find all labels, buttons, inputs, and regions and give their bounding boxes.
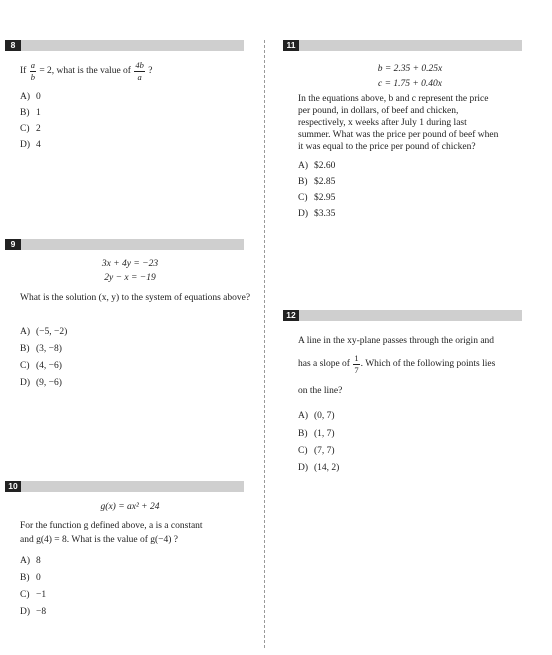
choice-text: 0 [36, 92, 41, 102]
question-11-stem-line-4: summer. What was the price per pound of beef when [298, 130, 499, 140]
choice-d[interactable] [20, 378, 62, 390]
choice-text: (0, 7) [314, 411, 335, 421]
choice-c[interactable] [20, 590, 46, 602]
fraction-numerator: a [30, 60, 35, 70]
equation: g(x) = ax² + 24 [100, 502, 160, 512]
choice-letter: D) [298, 463, 309, 473]
choice-text: 0 [36, 573, 41, 583]
question-11-stem-line-5: it was equal to the price per pound of chicken? [298, 142, 476, 152]
choice-a[interactable] [20, 556, 41, 568]
fraction-numerator: 1 [354, 353, 359, 363]
choice-text: (−5, −2) [36, 327, 68, 337]
question-number: 10 [5, 481, 21, 492]
choice-letter: C) [20, 124, 30, 134]
choice-text: (4, −6) [36, 361, 62, 371]
choice-text: (14, 2) [314, 463, 340, 473]
choice-a[interactable] [20, 327, 67, 339]
fraction-a-over-b [30, 61, 36, 81]
question-10-stem-line-1: For the function g defined above, a is a constant [20, 521, 203, 531]
question-12-header [283, 310, 522, 321]
choice-letter: D) [20, 607, 31, 617]
choice-letter: A) [20, 556, 31, 566]
equation-1: 3x + 4y = −23 [101, 259, 159, 269]
choice-text: 2 [36, 124, 41, 134]
stem-text: ? [148, 66, 153, 77]
choice-c[interactable] [20, 361, 62, 373]
choice-letter: D) [20, 140, 31, 150]
fraction-4b-over-a [134, 61, 145, 81]
question-number: 12 [283, 310, 299, 321]
choice-c[interactable] [20, 124, 41, 136]
choice-d[interactable] [298, 209, 335, 221]
choice-text: $3.35 [314, 209, 336, 219]
choice-text: −8 [36, 607, 47, 617]
fraction-denominator: 7 [354, 364, 359, 375]
choice-d[interactable] [20, 140, 41, 152]
choice-text: 4 [36, 140, 41, 150]
question-11-stem-line-3: respectively, x weeks after July 1 during last [298, 118, 467, 128]
choice-letter: B) [20, 108, 30, 118]
choice-letter: B) [20, 573, 30, 583]
choice-letter: A) [298, 161, 309, 171]
choice-b[interactable] [20, 573, 41, 585]
choice-text: (7, 7) [314, 446, 335, 456]
question-12-stem-line-1: A line in the xy-plane passes through the origin and [298, 336, 495, 346]
fraction-one-seventh [353, 354, 359, 374]
choice-a[interactable] [298, 161, 335, 173]
choice-letter: A) [20, 92, 31, 102]
question-number: 9 [5, 239, 21, 250]
question-number: 11 [283, 40, 299, 51]
stem-text: has a slope of [298, 359, 350, 370]
choice-c[interactable] [298, 193, 335, 205]
choice-text: (9, −6) [36, 378, 62, 388]
equation-2: c = 1.75 + 0.40x [377, 79, 442, 89]
column-divider [264, 40, 265, 648]
fraction-denominator: a [137, 71, 142, 82]
choice-letter: D) [20, 378, 31, 388]
choice-text: (3, −8) [36, 344, 62, 354]
choice-letter: C) [20, 590, 30, 600]
question-12-stem-line-3: on the line? [298, 386, 343, 396]
choice-letter: B) [298, 177, 308, 187]
question-11-stem-line-2: per pound, in dollars, of beef and chicken, [298, 106, 459, 116]
choice-letter: A) [20, 327, 31, 337]
choice-letter: A) [298, 411, 309, 421]
choice-text: 8 [36, 556, 41, 566]
stem-text: If [20, 66, 27, 77]
question-10-stem-line-2: and g(4) = 8. What is the value of g(−4) ? [20, 535, 179, 545]
choice-letter: B) [20, 344, 30, 354]
stem-text: . Which of the following points lies [360, 359, 496, 370]
question-number: 8 [5, 40, 21, 51]
question-11-header [283, 40, 522, 51]
fraction-denominator: b [30, 71, 35, 82]
equation-1: b = 2.35 + 0.25x [377, 64, 443, 74]
choice-letter: C) [298, 193, 308, 203]
choice-b[interactable] [20, 108, 41, 120]
question-9-stem: What is the solution (x, y) to the system of equations above? [20, 293, 251, 303]
choice-a[interactable] [298, 411, 335, 423]
choice-text: 1 [36, 108, 41, 118]
question-9-header [5, 239, 244, 250]
choice-a[interactable] [20, 92, 41, 104]
question-8-stem [20, 61, 152, 81]
stem-text: = 2, what is the value of [39, 66, 131, 77]
question-10-header [5, 481, 244, 492]
choice-text: $2.85 [314, 177, 336, 187]
choice-d[interactable] [298, 463, 339, 475]
choice-b[interactable] [298, 177, 335, 189]
choice-d[interactable] [20, 607, 46, 619]
fraction-numerator: 4b [135, 60, 144, 70]
choice-letter: D) [298, 209, 309, 219]
choice-letter: C) [298, 446, 308, 456]
choice-text: −1 [36, 590, 47, 600]
choice-letter: C) [20, 361, 30, 371]
choice-text: (1, 7) [314, 429, 335, 439]
question-12-stem-line-2 [298, 354, 495, 374]
choice-text: $2.60 [314, 161, 336, 171]
choice-c[interactable] [298, 446, 335, 458]
choice-text: $2.95 [314, 193, 336, 203]
question-8-header [5, 40, 244, 51]
choice-b[interactable] [20, 344, 62, 356]
equation-2: 2y − x = −19 [104, 273, 156, 283]
choice-letter: B) [298, 429, 308, 439]
question-11-stem-line-1: In the equations above, b and c represent the price [298, 94, 489, 104]
choice-b[interactable] [298, 429, 335, 441]
